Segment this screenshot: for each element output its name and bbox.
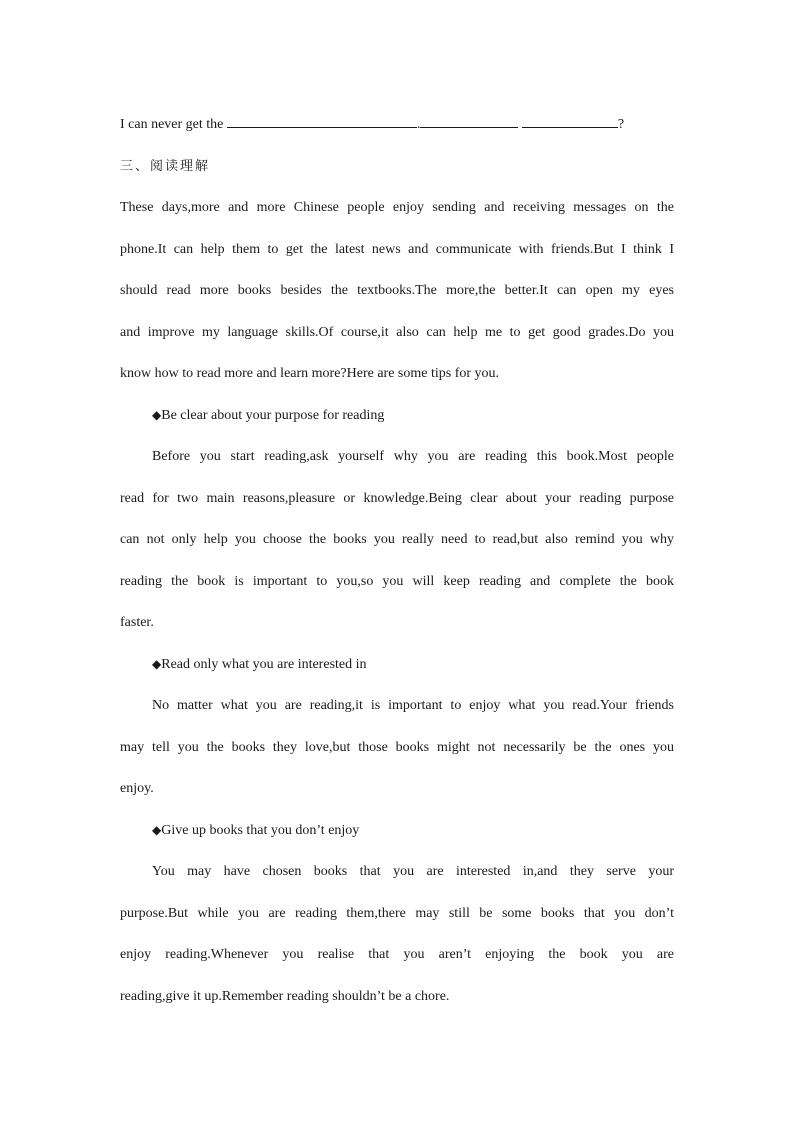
tip-2-line: No matter what you are reading,it is important to enjoy what you read.Your friends bbox=[152, 698, 674, 713]
fill-in-sentence bbox=[120, 104, 674, 146]
sentence-separator-1: . bbox=[416, 117, 421, 132]
tip-3-line: You may have chosen books that you are interested in,and they serve your bbox=[152, 864, 674, 879]
tip-1-line: read for two main reasons,pleasure or knowledge.Being clear about your reading purpose bbox=[120, 490, 674, 506]
sentence-end: ? bbox=[617, 117, 625, 132]
intro-line: should read more books besides the textbooks.The more,the better.It can open my eyes bbox=[120, 283, 674, 298]
tip-1-line: reading the book is important to you,so you will keep reading and complete the book bbox=[120, 573, 674, 589]
diamond-bullet-icon: ◆ bbox=[152, 656, 162, 671]
tip-2-title: Read only what you are interested in bbox=[161, 656, 367, 672]
tip-1-line: faster. bbox=[120, 615, 154, 630]
tip-3-title: Give up books that you don’t enjoy bbox=[161, 822, 360, 838]
section-heading: 三、阅读理解 bbox=[120, 158, 211, 174]
answer-blank-1[interactable] bbox=[227, 114, 417, 128]
answer-blank-2[interactable] bbox=[420, 114, 518, 128]
tip-1-line: Before you start reading,ask yourself why you are reading this book.Most people bbox=[152, 449, 674, 464]
diamond-bullet-icon: ◆ bbox=[152, 822, 162, 837]
document-page bbox=[120, 104, 674, 1017]
answer-blank-3[interactable] bbox=[522, 114, 618, 128]
sentence-prefix: I can never get the bbox=[120, 117, 227, 132]
tip-3-line: purpose.But while you are reading them,there may still be some books that you don’t bbox=[120, 905, 674, 921]
tip-1-line: can not only help you choose the books you really need to read,but also remind you why bbox=[120, 532, 674, 547]
intro-line: know how to read more and learn more?Here are some tips for you. bbox=[120, 366, 500, 381]
tip-1-title: Be clear about your purpose for reading bbox=[161, 407, 385, 423]
tip-2-line: may tell you the books they love,but those books might not necessarily be the ones you bbox=[120, 739, 674, 755]
intro-line: phone.It can help them to get the latest news and communicate with friends.But I think I bbox=[120, 241, 674, 257]
intro-line: These days,more and more Chinese people enjoy sending and receiving messages on the bbox=[120, 200, 674, 215]
intro-line: and improve my language skills.Of course,it also can help me to get good grades.Do you bbox=[120, 324, 674, 340]
diamond-bullet-icon: ◆ bbox=[152, 407, 162, 422]
tip-3-line: enjoy reading.Whenever you realise that you aren’t enjoying the book you are bbox=[120, 947, 674, 962]
tip-3-heading bbox=[120, 810, 674, 852]
tip-3-line: reading,give it up.Remember reading shouldn’t be a chore. bbox=[120, 988, 450, 1004]
tip-1-heading bbox=[120, 395, 674, 437]
tip-2-heading bbox=[120, 644, 674, 686]
tip-2-line: enjoy. bbox=[120, 781, 154, 796]
